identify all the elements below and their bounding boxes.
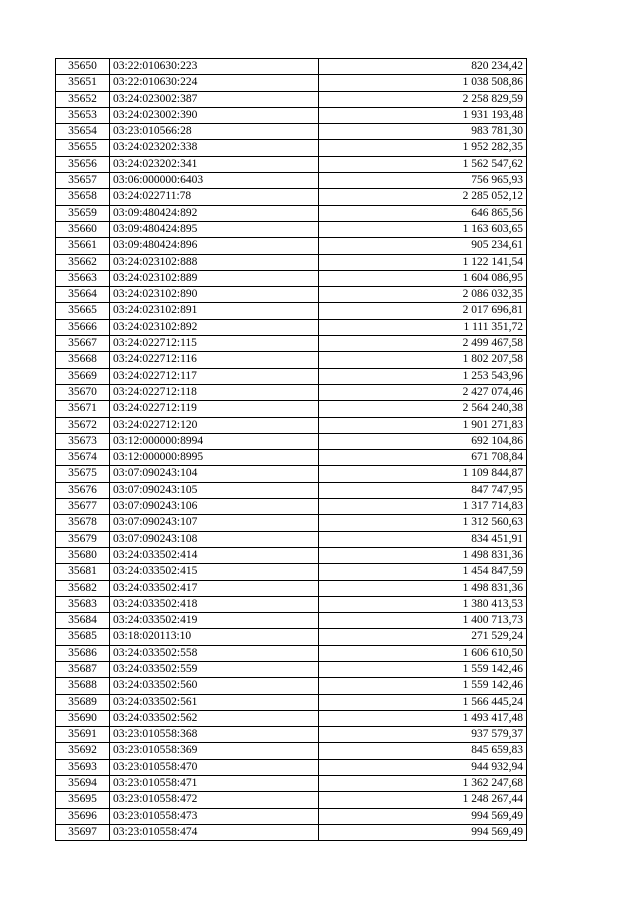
value-cell: 2 086 032,35: [319, 287, 527, 303]
row-number-cell: 35690: [56, 710, 110, 726]
cadastral-number-cell: 03:24:033502:561: [110, 694, 319, 710]
row-number-cell: 35658: [56, 189, 110, 205]
table-body: [56, 59, 527, 841]
row-number-cell: 35652: [56, 91, 110, 107]
cadastral-number-cell: 03:18:020113:10: [110, 629, 319, 645]
table-row: [56, 531, 527, 547]
cadastral-number-cell: 03:23:010566:28: [110, 124, 319, 140]
cadastral-number-cell: 03:07:090243:108: [110, 531, 319, 547]
row-number-cell: 35663: [56, 270, 110, 286]
value-cell: 1 901 271,83: [319, 417, 527, 433]
value-cell: 2 564 240,38: [319, 401, 527, 417]
cadastral-number-cell: 03:24:022711:78: [110, 189, 319, 205]
cadastral-number-cell: 03:24:023202:338: [110, 140, 319, 156]
row-number-cell: 35668: [56, 352, 110, 368]
cadastral-number-cell: 03:24:023002:390: [110, 107, 319, 123]
value-cell: 1 122 141,54: [319, 254, 527, 270]
row-number-cell: 35664: [56, 287, 110, 303]
row-number-cell: 35694: [56, 776, 110, 792]
cadastral-number-cell: 03:09:480424:896: [110, 238, 319, 254]
cadastral-number-cell: 03:24:023102:888: [110, 254, 319, 270]
table-row: [56, 401, 527, 417]
table-row: [56, 645, 527, 661]
row-number-cell: 35653: [56, 107, 110, 123]
value-cell: 692 104,86: [319, 433, 527, 449]
cadastral-number-cell: 03:24:022712:120: [110, 417, 319, 433]
table-row: [56, 384, 527, 400]
value-cell: 1 562 547,62: [319, 156, 527, 172]
cadastral-number-cell: 03:24:022712:119: [110, 401, 319, 417]
value-cell: 271 529,24: [319, 629, 527, 645]
value-cell: 845 659,83: [319, 743, 527, 759]
table-row: [56, 238, 527, 254]
value-cell: 1 109 844,87: [319, 466, 527, 482]
row-number-cell: 35686: [56, 645, 110, 661]
value-cell: 2 017 696,81: [319, 303, 527, 319]
row-number-cell: 35697: [56, 824, 110, 840]
value-cell: 1 559 142,46: [319, 661, 527, 677]
value-cell: 671 708,84: [319, 450, 527, 466]
table-row: [56, 433, 527, 449]
table-row: [56, 254, 527, 270]
cadastral-number-cell: 03:24:033502:560: [110, 678, 319, 694]
value-cell: 1 111 351,72: [319, 319, 527, 335]
value-cell: 1 317 714,83: [319, 499, 527, 515]
row-number-cell: 35692: [56, 743, 110, 759]
row-number-cell: 35672: [56, 417, 110, 433]
table-row: [56, 189, 527, 205]
cadastral-number-cell: 03:24:022712:116: [110, 352, 319, 368]
table-row: [56, 319, 527, 335]
table-row: [56, 678, 527, 694]
row-number-cell: 35684: [56, 613, 110, 629]
row-number-cell: 35681: [56, 564, 110, 580]
cadastral-number-cell: 03:22:010630:224: [110, 75, 319, 91]
cadastral-number-cell: 03:24:023102:889: [110, 270, 319, 286]
row-number-cell: 35669: [56, 368, 110, 384]
row-number-cell: 35680: [56, 547, 110, 563]
cadastral-number-cell: 03:24:033502:417: [110, 580, 319, 596]
row-number-cell: 35654: [56, 124, 110, 140]
row-number-cell: 35675: [56, 466, 110, 482]
table-row: [56, 743, 527, 759]
row-number-cell: 35657: [56, 173, 110, 189]
value-cell: 1 362 247,68: [319, 776, 527, 792]
value-cell: 820 234,42: [319, 59, 527, 75]
cadastral-number-cell: 03:24:033502:419: [110, 613, 319, 629]
table-row: [56, 466, 527, 482]
table-row: [56, 661, 527, 677]
table-row: [56, 303, 527, 319]
value-cell: 1 604 086,95: [319, 270, 527, 286]
row-number-cell: 35678: [56, 515, 110, 531]
table-row: [56, 824, 527, 840]
table-row: [56, 694, 527, 710]
table-row: [56, 450, 527, 466]
cadastral-number-cell: 03:23:010558:368: [110, 727, 319, 743]
cadastral-number-cell: 03:24:033502:559: [110, 661, 319, 677]
row-number-cell: 35688: [56, 678, 110, 694]
cadastral-number-cell: 03:24:023202:341: [110, 156, 319, 172]
value-cell: 1 454 847,59: [319, 564, 527, 580]
table-row: [56, 124, 527, 140]
cadastral-number-cell: 03:12:000000:8995: [110, 450, 319, 466]
value-cell: 1 253 543,96: [319, 368, 527, 384]
value-cell: 847 747,95: [319, 482, 527, 498]
value-cell: 1 952 282,35: [319, 140, 527, 156]
table-row: [56, 776, 527, 792]
cadastral-number-cell: 03:07:090243:104: [110, 466, 319, 482]
value-cell: 994 569,49: [319, 808, 527, 824]
cadastral-number-cell: 03:23:010558:369: [110, 743, 319, 759]
value-cell: 1 163 603,65: [319, 221, 527, 237]
value-cell: 1 498 831,36: [319, 580, 527, 596]
cadastral-number-cell: 03:24:022712:117: [110, 368, 319, 384]
cadastral-number-cell: 03:23:010558:473: [110, 808, 319, 824]
cadastral-number-cell: 03:12:000000:8994: [110, 433, 319, 449]
cadastral-number-cell: 03:24:023102:892: [110, 319, 319, 335]
value-cell: 1 606 610,50: [319, 645, 527, 661]
row-number-cell: 35666: [56, 319, 110, 335]
table-row: [56, 336, 527, 352]
table-row: [56, 59, 527, 75]
value-cell: 834 451,91: [319, 531, 527, 547]
cadastral-number-cell: 03:24:033502:562: [110, 710, 319, 726]
value-cell: 1 802 207,58: [319, 352, 527, 368]
cadastral-number-cell: 03:24:033502:415: [110, 564, 319, 580]
cadastral-number-cell: 03:07:090243:107: [110, 515, 319, 531]
cadastral-number-cell: 03:07:090243:105: [110, 482, 319, 498]
table-row: [56, 221, 527, 237]
table-row: [56, 629, 527, 645]
value-cell: 2 258 829,59: [319, 91, 527, 107]
table-row: [56, 727, 527, 743]
row-number-cell: 35665: [56, 303, 110, 319]
table-row: [56, 140, 527, 156]
table-row: [56, 499, 527, 515]
row-number-cell: 35655: [56, 140, 110, 156]
table-row: [56, 515, 527, 531]
row-number-cell: 35689: [56, 694, 110, 710]
value-cell: 1 248 267,44: [319, 792, 527, 808]
table-row: [56, 352, 527, 368]
row-number-cell: 35659: [56, 205, 110, 221]
cadastral-number-cell: 03:24:033502:414: [110, 547, 319, 563]
value-cell: 646 865,56: [319, 205, 527, 221]
row-number-cell: 35661: [56, 238, 110, 254]
cadastral-value-table: [55, 58, 527, 841]
row-number-cell: 35656: [56, 156, 110, 172]
cadastral-number-cell: 03:24:033502:558: [110, 645, 319, 661]
value-cell: 756 965,93: [319, 173, 527, 189]
value-cell: 1 559 142,46: [319, 678, 527, 694]
value-cell: 1 566 445,24: [319, 694, 527, 710]
table-row: [56, 580, 527, 596]
cadastral-number-cell: 03:23:010558:472: [110, 792, 319, 808]
cadastral-number-cell: 03:07:090243:106: [110, 499, 319, 515]
table-row: [56, 205, 527, 221]
row-number-cell: 35677: [56, 499, 110, 515]
cadastral-number-cell: 03:24:023102:891: [110, 303, 319, 319]
value-cell: 2 427 074,46: [319, 384, 527, 400]
row-number-cell: 35667: [56, 336, 110, 352]
cadastral-number-cell: 03:23:010558:470: [110, 759, 319, 775]
cadastral-number-cell: 03:23:010558:471: [110, 776, 319, 792]
cadastral-number-cell: 03:24:022712:118: [110, 384, 319, 400]
value-cell: 944 932,94: [319, 759, 527, 775]
table-row: [56, 107, 527, 123]
cadastral-number-cell: 03:24:023002:387: [110, 91, 319, 107]
value-cell: 1 038 508,86: [319, 75, 527, 91]
row-number-cell: 35679: [56, 531, 110, 547]
row-number-cell: 35660: [56, 221, 110, 237]
row-number-cell: 35696: [56, 808, 110, 824]
value-cell: 1 380 413,53: [319, 596, 527, 612]
table-row: [56, 417, 527, 433]
cadastral-number-cell: 03:22:010630:223: [110, 59, 319, 75]
value-cell: 1 931 193,48: [319, 107, 527, 123]
table-row: [56, 759, 527, 775]
table-row: [56, 482, 527, 498]
table-row: [56, 792, 527, 808]
table-row: [56, 156, 527, 172]
cadastral-number-cell: 03:24:023102:890: [110, 287, 319, 303]
value-cell: 1 400 713,73: [319, 613, 527, 629]
value-cell: 905 234,61: [319, 238, 527, 254]
row-number-cell: 35682: [56, 580, 110, 596]
table-row: [56, 613, 527, 629]
table-row: [56, 287, 527, 303]
row-number-cell: 35695: [56, 792, 110, 808]
table-row: [56, 173, 527, 189]
cadastral-number-cell: 03:24:033502:418: [110, 596, 319, 612]
cadastral-number-cell: 03:23:010558:474: [110, 824, 319, 840]
table-row: [56, 91, 527, 107]
row-number-cell: 35651: [56, 75, 110, 91]
table-row: [56, 270, 527, 286]
row-number-cell: 35687: [56, 661, 110, 677]
table-row: [56, 564, 527, 580]
row-number-cell: 35676: [56, 482, 110, 498]
row-number-cell: 35685: [56, 629, 110, 645]
row-number-cell: 35674: [56, 450, 110, 466]
value-cell: 1 493 417,48: [319, 710, 527, 726]
row-number-cell: 35650: [56, 59, 110, 75]
value-cell: 2 285 052,12: [319, 189, 527, 205]
value-cell: 994 569,49: [319, 824, 527, 840]
table-row: [56, 596, 527, 612]
row-number-cell: 35683: [56, 596, 110, 612]
row-number-cell: 35671: [56, 401, 110, 417]
table-row: [56, 710, 527, 726]
cadastral-number-cell: 03:09:480424:892: [110, 205, 319, 221]
row-number-cell: 35673: [56, 433, 110, 449]
cadastral-number-cell: 03:24:022712:115: [110, 336, 319, 352]
row-number-cell: 35662: [56, 254, 110, 270]
value-cell: 983 781,30: [319, 124, 527, 140]
value-cell: 1 312 560,63: [319, 515, 527, 531]
row-number-cell: 35693: [56, 759, 110, 775]
row-number-cell: 35670: [56, 384, 110, 400]
cadastral-number-cell: 03:09:480424:895: [110, 221, 319, 237]
value-cell: 1 498 831,36: [319, 547, 527, 563]
table-row: [56, 75, 527, 91]
table-row: [56, 808, 527, 824]
cadastral-number-cell: 03:06:000000:6403: [110, 173, 319, 189]
row-number-cell: 35691: [56, 727, 110, 743]
value-cell: 2 499 467,58: [319, 336, 527, 352]
value-cell: 937 579,37: [319, 727, 527, 743]
table-row: [56, 368, 527, 384]
table-row: [56, 547, 527, 563]
